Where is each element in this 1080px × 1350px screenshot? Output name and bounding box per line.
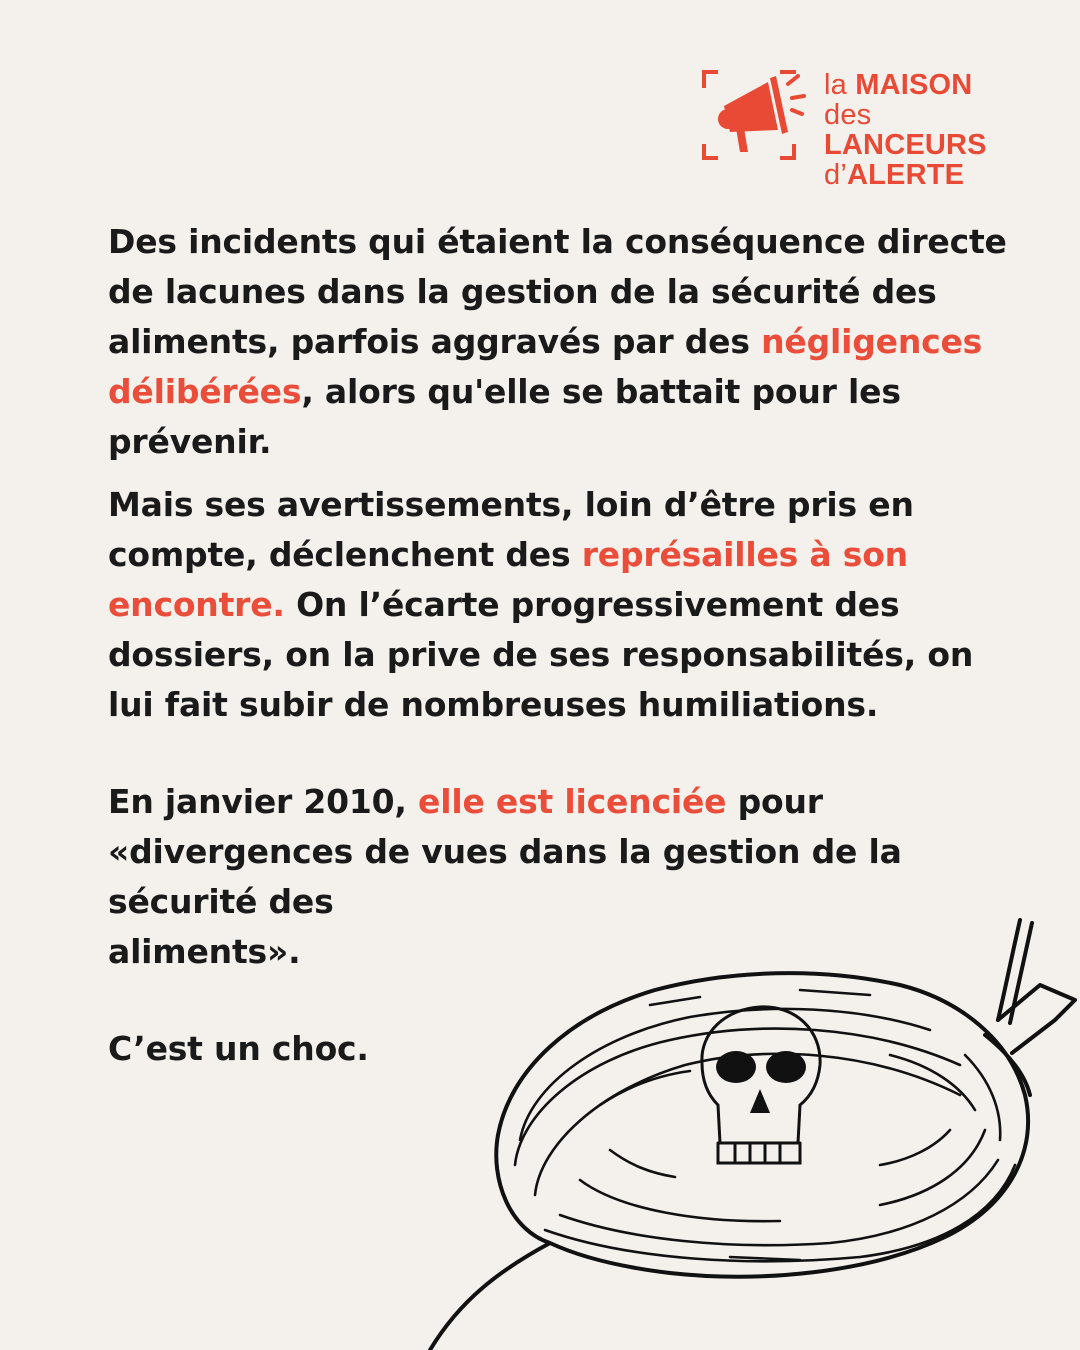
- text-run: En janvier 2010,: [108, 782, 419, 821]
- highlight-licenciee: elle est licenciée: [418, 782, 727, 821]
- logo-word-des: des: [824, 99, 872, 131]
- logo-word-d: d’: [824, 159, 847, 191]
- logo-word-maison: MAISON: [855, 69, 973, 101]
- brand-logo: [700, 68, 1040, 191]
- skull-in-nest-icon: [400, 905, 1080, 1350]
- paragraph-choc: C’est un choc.: [108, 1029, 369, 1068]
- highlight-negligences: négligences délibérées: [108, 322, 983, 411]
- megaphone-icon: [700, 68, 820, 168]
- text-run: Mais ses avertissements, loin d’être pris en compte, déclenchent des: [108, 485, 914, 574]
- logo-word-la: la: [824, 69, 856, 101]
- text-run: , alors qu'elle se battait pour les prévenir.: [108, 372, 901, 461]
- paragraph-warnings: [108, 480, 1008, 730]
- text-run: Des incidents qui étaient la conséquence directe de lacunes dans la gestion de la sécurité des aliments, parfois aggravés par des: [108, 222, 1007, 361]
- text-run: pour «divergences de vues dans la gestion de la sécurité des: [108, 782, 902, 921]
- highlight-represailles: représailles à son encontre.: [108, 535, 908, 624]
- paragraph-incidents: [108, 217, 1008, 467]
- text-run: aliments».: [108, 932, 301, 971]
- logo-word-lanceurs: LANCEURS: [824, 129, 987, 161]
- logo-word-alerte: ALERTE: [846, 159, 965, 191]
- logo-wordmark: [824, 70, 1040, 190]
- text-run: On l’écarte progressivement des dossiers, on la prive de ses responsabilités, on lui fait subir de nombreuses humiliations.: [108, 585, 974, 724]
